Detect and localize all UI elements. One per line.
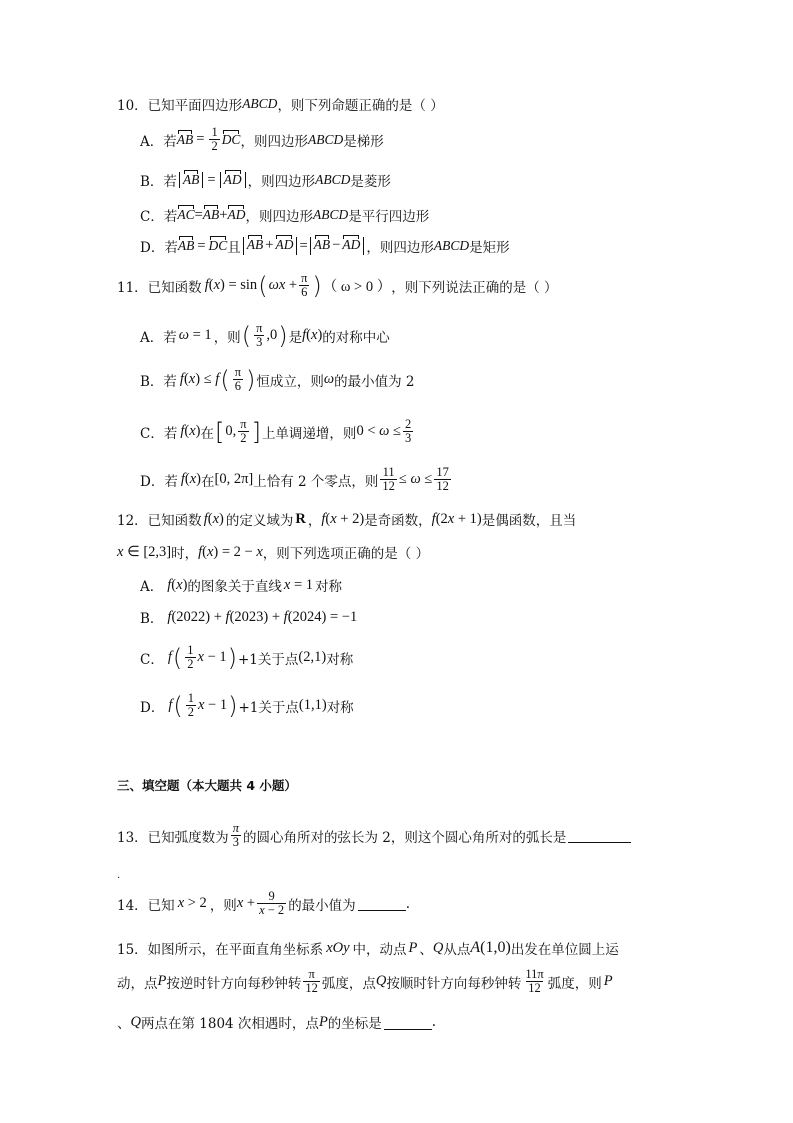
q12-stem-line1: 12．已知函数 f(x) 的定义域为 R ， f(x + 2) 是奇函数， f(2x + 1) 是偶函数，且当 [117,510,577,529]
answer-blank [568,828,631,843]
q12-option-a: A． f(x) 的图象关于直线 x = 1 对称 [140,576,343,595]
q11-option-c: C．若 f(x) 在 [ 0, $\frac{\pi}{2}$ ] 上单调递增，则 0 < ω ≤ $\frac{2}{3}$ [140,417,412,446]
answer-blank [358,896,406,911]
answer-blank [384,1015,432,1030]
vector-ab: AB [176,131,194,147]
q13-trailing-dot: . [117,870,121,881]
q11-option-a: A．若 ω = 1 ，则 ( $\frac{\pi}{3}$ ,0 ) 是 f(x) 的对称中心 [140,321,390,350]
q12-stem-line2: x ∈ [2,3] 时， f(x) = 2 − x ，则下列选项正确的是（ ） [117,543,430,562]
q15-line3: 、 Q 两点在第 1804 次相遇时，点 P 的坐标是 . [117,1013,437,1032]
abs-sum: AB + AD [243,237,298,254]
q12-option-b: B． f(2022) + f(2023) + f(2024) = −1 [140,608,358,627]
vector-dc: DC [221,131,241,147]
abs-ab: AB [179,172,204,188]
q15-line1: 15．如图所示，在平面直角坐标系 xOy 中，动点 P 、 Q 从点 A(1,0) 出发在单位圆上运 [117,939,619,958]
q10-option-b: B．若 AB = AD ，则四边形 ABCD 是菱形 [140,171,391,190]
q10-option-d: D．若 AB = DC 且 AB + AD = AB − AD ，则四边形 ABCD 是矩形 [140,237,510,256]
q11-stem: 11．已知函数 f(x) = sin ( ωx + $\frac{\pi}{6}$ ) （ ω > 0 ） ，则下列说法正确的是（ ） [117,271,558,300]
q15-line2: 动，点 P 按逆时针方向每秒钟转 $\frac{\pi}{12}$ 弧度，点 Q 按顺时针方向每秒钟转 $\frac{11\pi}{12}$ 弧度，则 P [117,967,613,996]
q10-stem: 10．已知平面四边形 ABCD ，则下列命题正确的是（ ） [117,96,444,114]
q10-option-a: A．若 AB = $\frac{1}{2}$ DC ，则四边形 ABCD 是梯形 [140,125,384,154]
abs-diff: AB − AD [310,237,365,254]
q13: 13．已知弧度数为 $\frac{\pi}{3}$ 的圆心角所对的弦长为 2，则这个圆心角所对的弧长是 [117,822,631,849]
q11-option-d: D．若 f(x) 在 [0, 2π] 上恰有 2 个零点，则 $\frac{11}{12}$ ≤ ω ≤ $\frac{17}{12}$ [140,465,449,494]
q12-option-c: C． f ( $\frac{1}{2}$ x − 1 ) +1关于点 (2,1) 对称 [140,643,354,672]
abs-ad: AD [220,172,246,188]
q11-option-b: B．若 f(x) ≤ f ( $\frac{\pi}{6}$ ) 恒成立，则 ω 的最小值为 2 [140,365,415,394]
q10-option-c: C．若 AC = AB + AD ，则四边形 ABCD 是平行四边形 [140,206,430,225]
fraction: $\frac{1}{2}$ [211,125,218,154]
q14: 14．已知 x > 2 ，则 x + $\frac{9}{x - 2}$ 的最小值为 . [117,889,410,918]
section-title: 三、填空题（本大题共 4 小题） [117,778,297,793]
q12-option-d: D． f ( $\frac{1}{2}$ x − 1 ) +1关于点 (1,1) 对称 [140,691,354,720]
